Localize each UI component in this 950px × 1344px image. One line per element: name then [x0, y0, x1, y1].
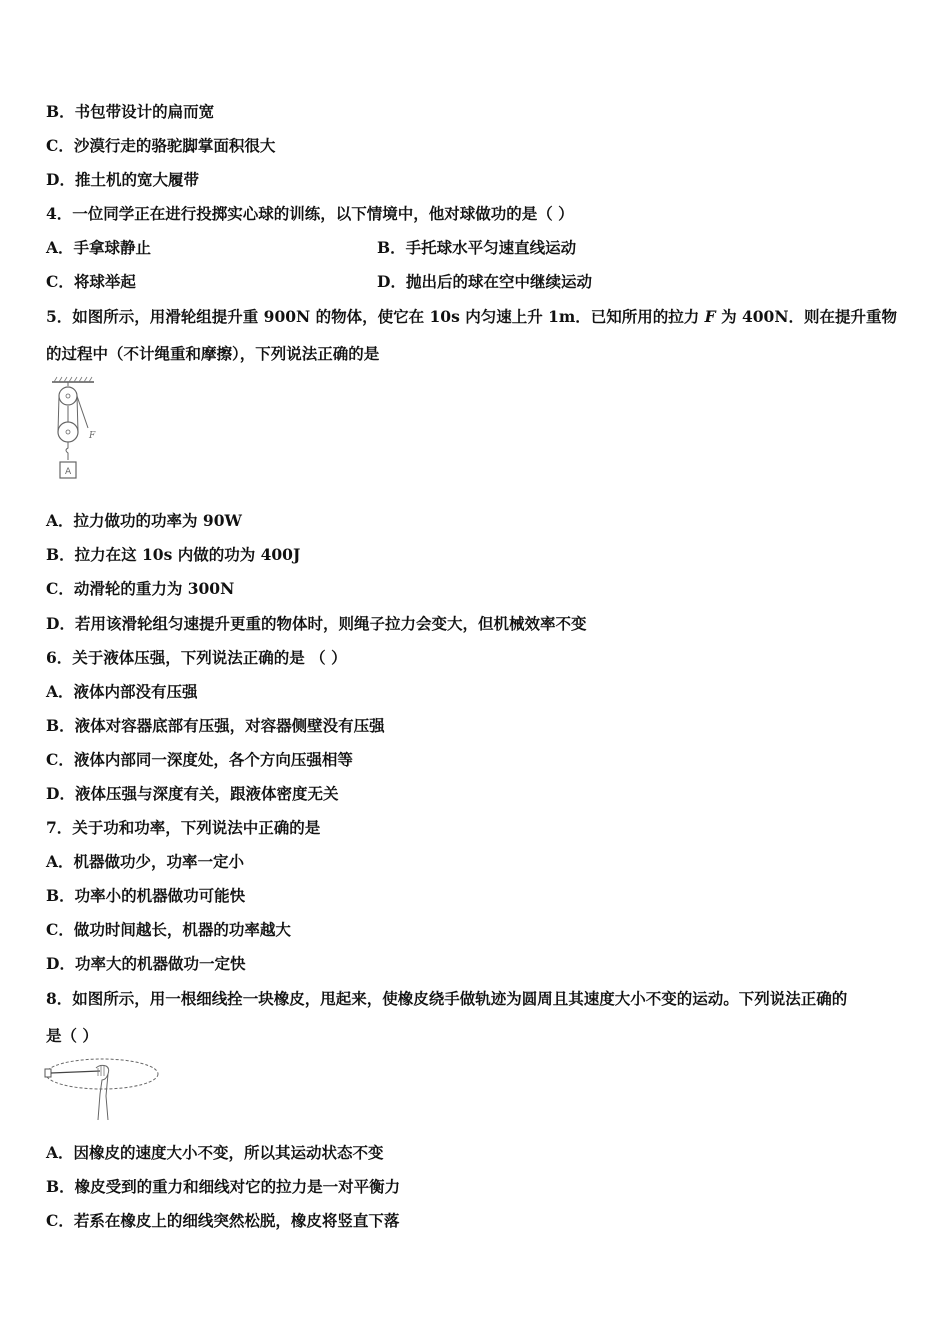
q4-option-d: D．抛出后的球在空中继续运动: [377, 272, 592, 291]
q7-stem: 7．关于功和功率，下列说法中正确的是: [46, 818, 321, 837]
movable-pulley-axle: [66, 430, 70, 434]
circular-path: [46, 1059, 158, 1089]
q5-stem-text-b: 为 400N．则在提升重物: [715, 307, 898, 326]
q5-option-d: D．若用该滑轮组匀速提升更重的物体时，则绳子拉力会变大，但机械效率不变: [46, 614, 587, 633]
thread: [51, 1071, 100, 1073]
force-label: F: [89, 431, 96, 441]
q5-option-b: B．拉力在这 10s 内做的功为 400J: [46, 545, 301, 564]
rope-right: [77, 396, 78, 432]
q6-option-d: D．液体压强与深度有关，跟液体密度无关: [46, 784, 339, 803]
movable-pulley: [58, 422, 78, 442]
q4-option-a: A．手拿球静止: [46, 238, 152, 257]
q8-stem-line1: 8．如图所示，用一根细线拴一块橡皮，甩起来，使橡皮绕手做轨迹为圆周且其速度大小不变的运动。下列说法正确的: [46, 989, 848, 1008]
q7-option-b: B．功率小的机器做功可能快: [46, 886, 246, 905]
fixed-pulley: [59, 387, 77, 405]
q5-stem-line1: [46, 307, 897, 327]
q5-force-var: F: [704, 307, 716, 326]
q6-option-b: B．液体对容器底部有压强，对容器侧壁没有压强: [46, 716, 385, 735]
q3-option-d: D．推土机的宽大履带: [46, 170, 199, 189]
q6-stem: 6．关于液体压强，下列说法正确的是 （ ）: [46, 648, 347, 667]
eraser: [45, 1069, 51, 1077]
hook: [66, 442, 68, 460]
q8-option-b: B．橡皮受到的重力和细线对它的拉力是一对平衡力: [46, 1177, 401, 1196]
q4-option-c: C．将球举起: [46, 272, 136, 291]
fixed-pulley-axle: [66, 394, 70, 398]
q6-option-a: A．液体内部没有压强: [46, 682, 198, 701]
q5-option-a: A．拉力做功的功率为 90W: [46, 511, 242, 530]
rope-left: [58, 396, 59, 432]
q3-option-c: C．沙漠行走的骆驼脚掌面积很大: [46, 136, 276, 155]
q7-option-a: A．机器做功少，功率一定小: [46, 852, 245, 871]
rope-pull: [77, 396, 88, 428]
whirling-eraser-figure: [44, 1054, 164, 1124]
q5-stem-line2: 的过程中（不计绳重和摩擦），下列说法正确的是: [46, 344, 380, 363]
q8-option-a: A．因橡皮的速度大小不变，所以其运动状态不变: [46, 1143, 384, 1162]
q6-option-c: C．液体内部同一深度处，各个方向压强相等: [46, 750, 353, 769]
q5-option-c: C．动滑轮的重力为 300N: [46, 579, 235, 598]
q8-stem-line2: 是（ ）: [46, 1026, 98, 1045]
q3-option-b: B．书包带设计的扁而宽: [46, 102, 215, 121]
q7-option-c: C．做功时间越长，机器的功率越大: [46, 920, 291, 939]
q8-option-c: C．若系在橡皮上的细线突然松脱，橡皮将竖直下落: [46, 1211, 400, 1230]
load-label: A: [65, 467, 72, 477]
pulley-figure: [48, 376, 108, 486]
q5-stem-text-a: 5．如图所示，用滑轮组提升重 900N 的物体，使它在 10s 内匀速上升 1m．已知所用的拉力: [46, 307, 705, 326]
q7-option-d: D．功率大的机器做功一定快: [46, 954, 246, 973]
q4-stem: 4．一位同学正在进行投掷实心球的训练，以下情境中，他对球做功的是（ ）: [46, 204, 574, 223]
q4-option-b: B．手托球水平匀速直线运动: [377, 238, 577, 257]
